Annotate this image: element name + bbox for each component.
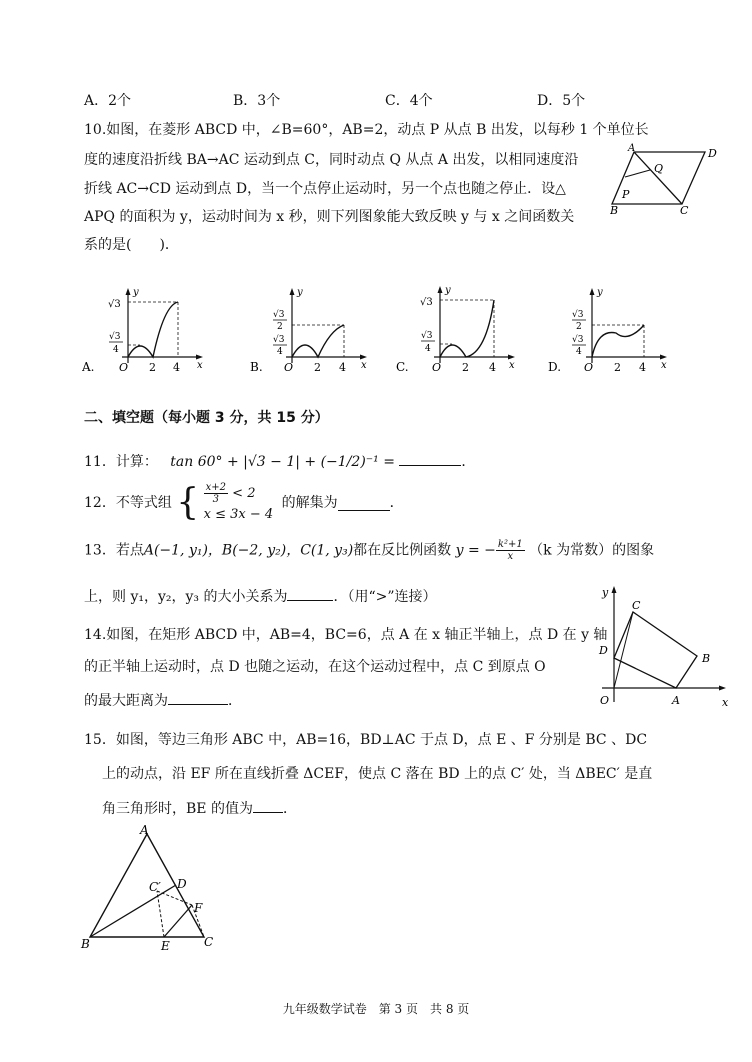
svg-text:2: 2 bbox=[576, 322, 582, 332]
svg-text:x: x bbox=[509, 360, 515, 371]
svg-text:2: 2 bbox=[277, 322, 283, 332]
svg-text:y: y bbox=[602, 586, 609, 599]
svg-text:2: 2 bbox=[314, 361, 321, 374]
label-c: C bbox=[680, 204, 689, 215]
svg-text:C: C bbox=[204, 935, 214, 949]
svg-text:4: 4 bbox=[639, 361, 646, 374]
q9-option-b: B．3个 bbox=[233, 93, 281, 109]
rectangle-abcd bbox=[614, 612, 697, 688]
svg-text:4: 4 bbox=[277, 347, 283, 357]
svg-text:x: x bbox=[361, 360, 367, 371]
q10-line-3: 折线 AC→CD 运动到点 D，当一个点停止运动时，另一个点也随之停止．设△ bbox=[84, 181, 566, 197]
svg-text:D: D bbox=[177, 877, 187, 891]
q10-graph-b bbox=[250, 285, 380, 377]
svg-text:4: 4 bbox=[173, 361, 180, 374]
svg-text:C′: C′ bbox=[149, 880, 161, 894]
svg-text:A: A bbox=[672, 694, 680, 707]
q15-line-2: 上的动点，沿 EF 所在直线折叠 ΔCEF，使点 C 落在 BD 上的点 C′ 处，当 ΔBEC′ 是直 bbox=[102, 766, 653, 782]
curve bbox=[128, 302, 178, 357]
svg-text:√3: √3 bbox=[108, 299, 121, 310]
q9-option-d: D．5个 bbox=[537, 93, 586, 109]
svg-text:2: 2 bbox=[462, 361, 469, 374]
q12: 12．不等式组 { $\frac{x+2}{3}$ < 2 x ≤ 3x − 4 的解集为 ． bbox=[84, 482, 404, 523]
q11-answer-blank[interactable] bbox=[399, 451, 461, 466]
svg-text:√3: √3 bbox=[420, 297, 433, 308]
page-footer: 九年级数学试卷 第 3 页 共 8 页 bbox=[282, 1002, 470, 1016]
q13-answer-blank[interactable] bbox=[287, 586, 333, 601]
q14-rectangle-figure bbox=[592, 582, 732, 712]
svg-text:4: 4 bbox=[113, 345, 119, 355]
option-label: C. bbox=[396, 360, 409, 374]
segment-ef bbox=[164, 905, 192, 937]
svg-text:√3: √3 bbox=[109, 332, 121, 342]
option-label: B. bbox=[250, 360, 263, 374]
svg-text:y: y bbox=[445, 285, 451, 296]
q14-answer-blank[interactable] bbox=[168, 690, 228, 705]
q10-graph-a bbox=[82, 285, 212, 377]
label-p: P bbox=[622, 188, 630, 201]
q12-answer-blank[interactable] bbox=[338, 496, 390, 511]
svg-text:C: C bbox=[632, 599, 641, 612]
q14-line-1: 14.如图，在矩形 ABCD 中，AB=4，BC=6，点 A 在 x 轴正半轴上，点 D 在 y 轴 bbox=[84, 627, 608, 643]
q14-line-3: 的最大距离为 ． bbox=[84, 690, 242, 711]
svg-text:O: O bbox=[284, 361, 294, 374]
q10-line-5: 系的是( )． bbox=[84, 237, 179, 253]
diagonal-ac bbox=[634, 152, 682, 204]
q14-line-2: 的正半轴上运动时，点 D 也随之运动，在这个运动过程中，点 C 到原点 O bbox=[84, 659, 546, 675]
q15-answer-blank[interactable] bbox=[253, 798, 283, 813]
label-q: Q bbox=[654, 162, 664, 175]
q11: 11．计算： tan 60° + |√3 − 1| + (−1/2)⁻¹ = ． bbox=[84, 451, 475, 472]
triangle-abc bbox=[90, 834, 204, 937]
segment-pq bbox=[625, 170, 650, 177]
svg-text:O: O bbox=[584, 361, 594, 374]
svg-text:√3: √3 bbox=[572, 335, 584, 345]
option-label: D. bbox=[548, 360, 562, 374]
section-2-heading: 二、填空题（每小题 3 分，共 15 分） bbox=[84, 410, 329, 426]
svg-text:B: B bbox=[702, 652, 711, 665]
label-b: B bbox=[610, 204, 619, 215]
svg-text:2: 2 bbox=[614, 361, 621, 374]
svg-text:O: O bbox=[600, 694, 610, 707]
svg-text:y: y bbox=[297, 287, 303, 298]
label-a: A bbox=[628, 143, 636, 154]
svg-text:√3: √3 bbox=[273, 335, 285, 345]
svg-text:√3: √3 bbox=[572, 310, 584, 320]
svg-text:4: 4 bbox=[339, 361, 346, 374]
q10-line-2: 度的速度沿折线 BA→AC 运动到点 C，同时动点 Q 从点 A 出发，以相同速度沿 bbox=[84, 152, 579, 168]
svg-text:2: 2 bbox=[149, 361, 156, 374]
svg-text:4: 4 bbox=[425, 344, 431, 354]
svg-text:y: y bbox=[597, 287, 603, 298]
svg-text:F: F bbox=[194, 901, 203, 915]
option-label: A. bbox=[82, 360, 95, 374]
q9-option-a: A．2个 bbox=[84, 93, 132, 109]
q10-rhombus-figure bbox=[610, 140, 730, 215]
q13-line-1: 13．若点A(−1, y₁)，B(−2, y₂)，C(1, y₃)都在反比例函数 y = − $\frac{\text{k²+1}}{x}$ （k 为常数）的图象 bbox=[84, 539, 655, 562]
label-d: D bbox=[708, 147, 717, 160]
q15-line-1: 15．如图，等边三角形 ABC 中，AB=16，BD⊥AC 于点 D，点 E 、F 分别是 BC 、DC bbox=[84, 732, 648, 748]
q15-triangle-figure bbox=[80, 822, 230, 957]
q10-graph-d bbox=[548, 285, 678, 377]
svg-text:O: O bbox=[119, 361, 129, 374]
svg-text:O: O bbox=[432, 361, 442, 374]
svg-text:E: E bbox=[161, 939, 170, 953]
svg-text:4: 4 bbox=[576, 347, 582, 357]
svg-text:x: x bbox=[661, 360, 667, 371]
q10-line-1: 10.如图，在菱形 ABCD 中，∠B=60°，AB=2，动点 P 从点 B 出发，以每秒 1 个单位长 bbox=[84, 122, 649, 138]
svg-text:D: D bbox=[599, 644, 608, 657]
svg-text:A: A bbox=[140, 823, 149, 837]
q10-graph-c bbox=[396, 283, 526, 377]
q13-line-2: 上，则 y₁，y₂，y₃ 的大小关系为 ．（用“>”连接） bbox=[84, 586, 437, 607]
svg-text:y: y bbox=[133, 287, 139, 298]
svg-text:√3: √3 bbox=[421, 331, 433, 341]
svg-text:√3: √3 bbox=[273, 310, 285, 320]
q9-option-c: C．4个 bbox=[385, 93, 433, 109]
svg-text:4: 4 bbox=[489, 361, 496, 374]
svg-text:x: x bbox=[722, 696, 729, 709]
q15-line-3: 角三角形时，BE 的值为 ． bbox=[102, 798, 297, 819]
q10-line-4: APQ 的面积为 y，运动时间为 x 秒，则下列图象能大致反映 y 与 x 之间函数关 bbox=[84, 209, 575, 225]
svg-text:x: x bbox=[197, 360, 203, 371]
svg-text:B: B bbox=[81, 937, 90, 951]
